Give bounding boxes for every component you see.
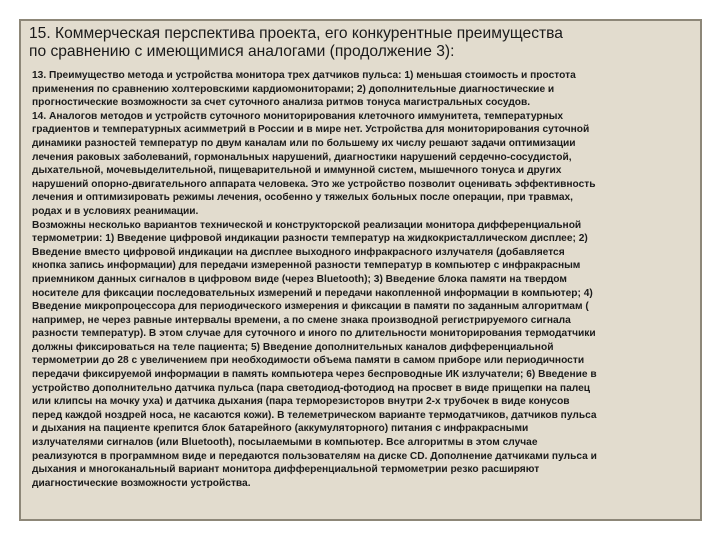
body-line: термометрии до 28 с увеличением при необходимости объема памяти в самом приборе или периодичности	[32, 355, 585, 367]
body-line: реализуются в программном виде и передаются пользователям на диске CD. Дополнение датчиками пульса и	[32, 450, 597, 462]
body-line: дыхательной, мочевыделительной, пищеварительной и иммунной систем, мышечного тонуса и других	[32, 165, 562, 177]
body-line: устройство дополнительно датчика пульса (пара светодиод-фотодиод на просвет в виде прищепки на палец	[32, 382, 591, 394]
body-line: термометрии: 1) Введение цифровой индикации разности температур на жидкокристаллическом дисплее; 2)	[32, 233, 588, 245]
body-line: например, не через равные интервалы времени, а по смене знака производной регистрируемого сигнала	[32, 314, 571, 326]
title-line: по сравнению с имеющимися аналогами (продолжение 3):	[29, 43, 455, 60]
content-panel	[19, 19, 702, 521]
body-line: Введение микропроцессора для периодического измерения и фиксации в памяти по заданным алгоритмам (	[32, 301, 589, 313]
body-text	[32, 69, 692, 490]
body-line: прогностические возможности за счет суточного анализа ритмов тонуса магистральных сосудов.	[32, 97, 531, 109]
body-line: дыхания и многоканальный вариант монитора дифференциальной термометрии резко расширяют	[32, 464, 540, 476]
body-line: носителе для фиксации последовательных измерений и передачи накопленной информации в компьютер; 4)	[32, 287, 593, 299]
body-line: Введение вместо цифровой индикации на дисплее выходного инфракрасного излучателя (добавляется	[32, 246, 565, 258]
body-line: динамики разностей температур по двум каналам или по большему их числу решают задачи оптимизации	[32, 137, 576, 149]
body-line: приемником данных сигналов в цифровом виде (через Bluetooth); 3) Введение блока памяти на твердом	[32, 273, 567, 285]
body-line: лечения и оптимизировать режимы лечения, особенно у тяжелых больных после операции, при травмах,	[32, 192, 573, 204]
body-line: должны фиксироваться на теле пациента; 5) Введение дополнительных каналов дифференциальной	[32, 341, 554, 353]
body-line: кнопка запись информации) для передачи измеренной разности температур в компьютер с инфракрасным	[32, 260, 581, 272]
title-line: 15. Коммерческая перспектива проекта, его конкурентные преимущества	[29, 25, 563, 42]
body-line: разности температур). В этом случае для суточного и иного по длительности мониторирования термодатчики	[32, 328, 596, 340]
body-line: передачи фиксируемой информации в память компьютера через беспроводные ИК излучатели; 6) Введение в	[32, 369, 597, 381]
slide-title	[29, 25, 694, 61]
body-line: перед каждой ноздрей носа, не касаются кожи). В телеметрическом варианте термодатчиков, датчиков пульса	[32, 409, 597, 421]
body-line: 13. Преимущество метода и устройства монитора трех датчиков пульса: 1) меньшая стоимость и простота	[32, 70, 576, 81]
body-line: или клипсы на мочку уха) и датчика дыхания (пара терморезисторов внутри 2-х трубочек в виде конусов	[32, 396, 570, 408]
body-line: градиентов и температурных асимметрий в России и в мире нет. Устройства для мониторирования суточной	[32, 124, 590, 136]
body-line: излучателями сигналов (или Bluetooth), посылаемыми в компьютер. Все алгоритмы в этом случае	[32, 437, 538, 449]
body-line: применения по сравнению холтеровскими кардиомониторами; 2) дополнительные диагностические и	[32, 83, 555, 95]
body-line: и дыхания на пациенте крепится блок батарейного (аккумуляторного) питания с инфракрасными	[32, 423, 529, 435]
body-line: Возможны несколько вариантов технической и конструкторской реализации монитора дифференциальной	[32, 219, 582, 231]
body-line: лечения раковых заболеваний, гормональных нарушений, диагностики нарушений сердечно-сосудистой,	[32, 151, 572, 163]
body-line: 14. Аналогов методов и устройств суточного мониторирования клеточного иммунитета, температурных	[32, 110, 564, 122]
body-line: диагностические возможности устройства.	[32, 477, 251, 489]
body-line: родах и в условиях реанимации.	[32, 205, 199, 217]
body-line: нарушений опорно-двигательного аппарата человека. Это же устройство позволит оценивать эффективность	[32, 178, 596, 190]
